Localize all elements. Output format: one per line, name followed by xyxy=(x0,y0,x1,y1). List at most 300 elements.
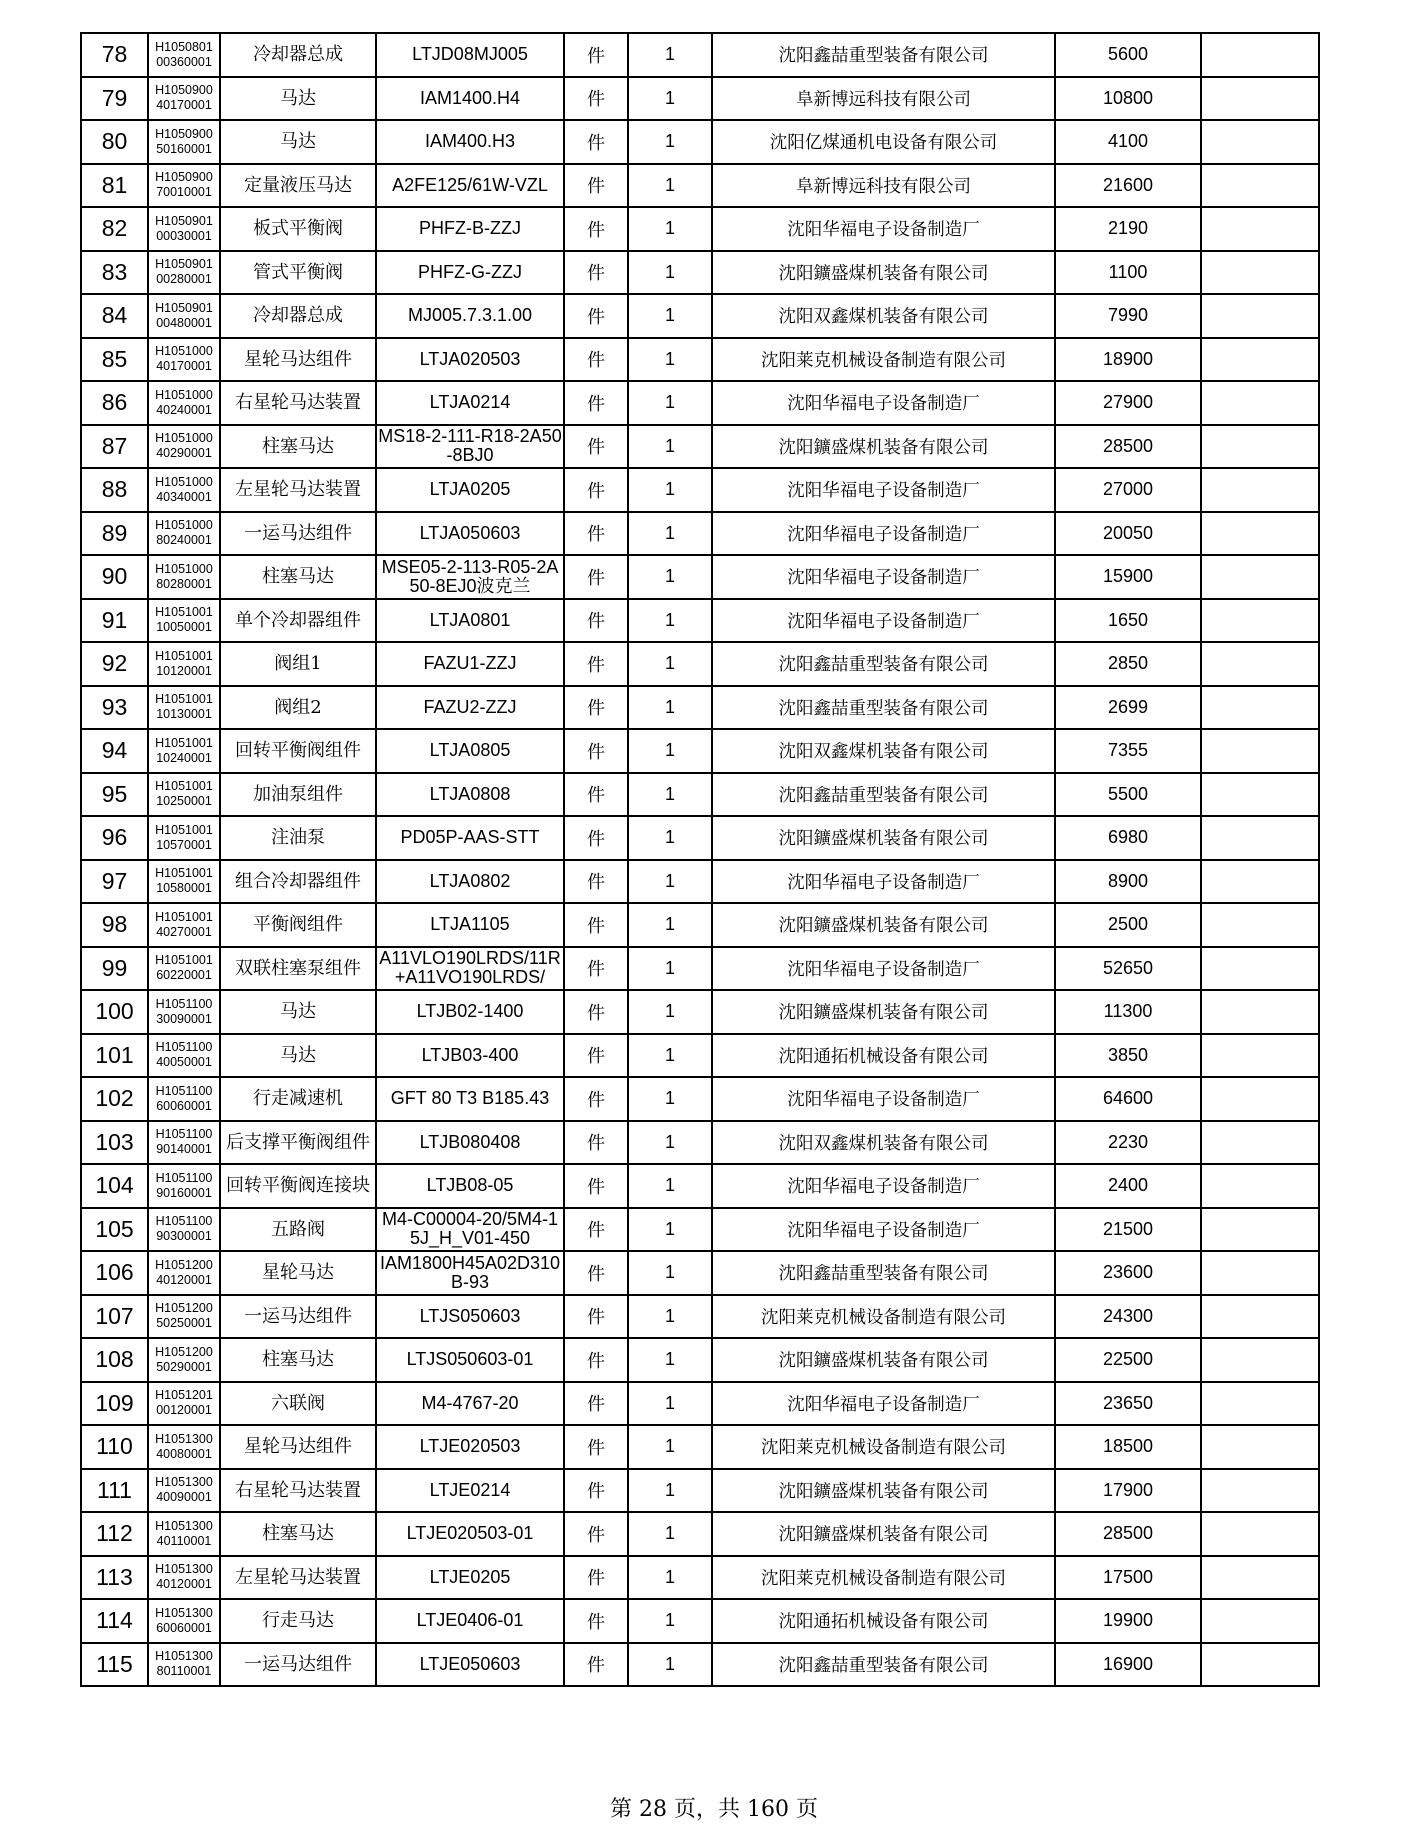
model-number: IAM1800H45A02D310B-93 xyxy=(376,1251,564,1295)
material-code-line1: H1051001 xyxy=(155,735,213,750)
material-code xyxy=(148,512,220,556)
price: 22500 xyxy=(1055,1338,1201,1382)
supplier: 沈阳鑛盛煤机装备有限公司 xyxy=(712,1469,1055,1513)
row-number: 90 xyxy=(81,555,148,599)
material-code-line1: H1050901 xyxy=(155,300,213,315)
material-code xyxy=(148,1599,220,1643)
part-name: 右星轮马达装置 xyxy=(220,381,376,425)
note xyxy=(1201,599,1319,643)
material-code xyxy=(148,425,220,469)
row-number: 84 xyxy=(81,294,148,338)
row-number: 94 xyxy=(81,729,148,773)
supplier: 沈阳华福电子设备制造厂 xyxy=(712,1382,1055,1426)
note xyxy=(1201,729,1319,773)
material-code-line2: 00280001 xyxy=(156,272,212,287)
material-code-line2: 40240001 xyxy=(156,402,212,417)
price: 5500 xyxy=(1055,773,1201,817)
material-code xyxy=(148,1469,220,1513)
part-name: 一运马达组件 xyxy=(220,1643,376,1687)
table-row xyxy=(81,1121,1319,1165)
unit: 件 xyxy=(564,1512,628,1556)
supplier: 沈阳双鑫煤机装备有限公司 xyxy=(712,729,1055,773)
supplier: 阜新博远科技有限公司 xyxy=(712,77,1055,121)
price: 8900 xyxy=(1055,860,1201,904)
quantity: 1 xyxy=(628,1382,712,1426)
table-row xyxy=(81,33,1319,77)
price: 7990 xyxy=(1055,294,1201,338)
price: 6980 xyxy=(1055,816,1201,860)
quantity: 1 xyxy=(628,599,712,643)
supplier: 沈阳华福电子设备制造厂 xyxy=(712,207,1055,251)
material-code-line2: 10130001 xyxy=(156,707,212,722)
unit: 件 xyxy=(564,816,628,860)
table-row xyxy=(81,816,1319,860)
material-code-line2: 00360001 xyxy=(156,54,212,69)
quantity: 1 xyxy=(628,338,712,382)
quantity: 1 xyxy=(628,381,712,425)
material-code-line1: H1051200 xyxy=(155,1301,213,1316)
price: 2230 xyxy=(1055,1121,1201,1165)
row-number: 89 xyxy=(81,512,148,556)
table-row xyxy=(81,1208,1319,1252)
note xyxy=(1201,207,1319,251)
quantity: 1 xyxy=(628,468,712,512)
quantity: 1 xyxy=(628,990,712,1034)
material-code xyxy=(148,1295,220,1339)
row-number: 91 xyxy=(81,599,148,643)
unit: 件 xyxy=(564,599,628,643)
model-number: LTJA0801 xyxy=(376,599,564,643)
material-code-line1: H1051200 xyxy=(155,1344,213,1359)
price: 23600 xyxy=(1055,1251,1201,1295)
quantity: 1 xyxy=(628,1425,712,1469)
supplier: 沈阳华福电子设备制造厂 xyxy=(712,599,1055,643)
note xyxy=(1201,1295,1319,1339)
table-row xyxy=(81,1077,1319,1121)
table-row xyxy=(81,77,1319,121)
model-number: M4-4767-20 xyxy=(376,1382,564,1426)
table-row xyxy=(81,120,1319,164)
price: 19900 xyxy=(1055,1599,1201,1643)
material-code-line2: 00120001 xyxy=(156,1403,212,1418)
quantity: 1 xyxy=(628,860,712,904)
material-code xyxy=(148,294,220,338)
supplier: 沈阳鑫喆重型装备有限公司 xyxy=(712,642,1055,686)
model-number: LTJA0805 xyxy=(376,729,564,773)
supplier: 沈阳鑛盛煤机装备有限公司 xyxy=(712,816,1055,860)
material-code-line1: H1051100 xyxy=(155,1040,213,1055)
supplier: 沈阳鑛盛煤机装备有限公司 xyxy=(712,990,1055,1034)
material-code xyxy=(148,686,220,730)
material-code xyxy=(148,555,220,599)
model-number: PHFZ-G-ZZJ xyxy=(376,251,564,295)
material-code xyxy=(148,33,220,77)
part-name: 冷却器总成 xyxy=(220,294,376,338)
supplier: 沈阳华福电子设备制造厂 xyxy=(712,468,1055,512)
material-code xyxy=(148,1512,220,1556)
material-code xyxy=(148,599,220,643)
table-row xyxy=(81,294,1319,338)
note xyxy=(1201,860,1319,904)
model-number: LTJS050603-01 xyxy=(376,1338,564,1382)
price: 28500 xyxy=(1055,425,1201,469)
model-number: FAZU1-ZZJ xyxy=(376,642,564,686)
material-code-line1: H1051100 xyxy=(155,1127,213,1142)
model-number: LTJB08-05 xyxy=(376,1164,564,1208)
part-name: 行走马达 xyxy=(220,1599,376,1643)
model-number: LTJE0214 xyxy=(376,1469,564,1513)
material-code-line1: H1051001 xyxy=(155,866,213,881)
model-number: MJ005.7.3.1.00 xyxy=(376,294,564,338)
unit: 件 xyxy=(564,120,628,164)
supplier: 沈阳华福电子设备制造厂 xyxy=(712,1164,1055,1208)
price: 2850 xyxy=(1055,642,1201,686)
supplier: 沈阳鑫喆重型装备有限公司 xyxy=(712,773,1055,817)
material-code-line2: 40170001 xyxy=(156,98,212,113)
row-number: 102 xyxy=(81,1077,148,1121)
table-row xyxy=(81,1295,1319,1339)
material-code xyxy=(148,816,220,860)
price: 2400 xyxy=(1055,1164,1201,1208)
material-code-line1: H1051000 xyxy=(155,561,213,576)
unit: 件 xyxy=(564,1121,628,1165)
row-number: 79 xyxy=(81,77,148,121)
table-row xyxy=(81,1338,1319,1382)
price: 5600 xyxy=(1055,33,1201,77)
price: 27900 xyxy=(1055,381,1201,425)
note xyxy=(1201,1556,1319,1600)
part-name: 柱塞马达 xyxy=(220,1338,376,1382)
row-number: 83 xyxy=(81,251,148,295)
row-number: 114 xyxy=(81,1599,148,1643)
price: 17900 xyxy=(1055,1469,1201,1513)
material-code-line2: 40090001 xyxy=(156,1490,212,1505)
supplier: 沈阳鑛盛煤机装备有限公司 xyxy=(712,251,1055,295)
material-code-line2: 40170001 xyxy=(156,359,212,374)
part-name: 回转平衡阀连接块 xyxy=(220,1164,376,1208)
unit: 件 xyxy=(564,642,628,686)
supplier: 沈阳鑛盛煤机装备有限公司 xyxy=(712,425,1055,469)
quantity: 1 xyxy=(628,1469,712,1513)
material-code xyxy=(148,120,220,164)
quantity: 1 xyxy=(628,1077,712,1121)
material-code-line1: H1051000 xyxy=(155,387,213,402)
price: 2500 xyxy=(1055,903,1201,947)
note xyxy=(1201,338,1319,382)
page-footer: 第 28 页，共 160 页 xyxy=(610,1797,818,1822)
supplier: 沈阳双鑫煤机装备有限公司 xyxy=(712,294,1055,338)
part-name: 一运马达组件 xyxy=(220,1295,376,1339)
supplier: 沈阳华福电子设备制造厂 xyxy=(712,860,1055,904)
material-code-line1: H1051300 xyxy=(155,1518,213,1533)
note xyxy=(1201,33,1319,77)
part-name: 回转平衡阀组件 xyxy=(220,729,376,773)
table-row xyxy=(81,642,1319,686)
unit: 件 xyxy=(564,338,628,382)
model-number: LTJE050603 xyxy=(376,1643,564,1687)
material-code-line2: 60220001 xyxy=(156,968,212,983)
material-code-line1: H1051001 xyxy=(155,648,213,663)
material-code-line2: 90160001 xyxy=(156,1185,212,1200)
note xyxy=(1201,1077,1319,1121)
material-code-line2: 00480001 xyxy=(156,315,212,330)
table-row xyxy=(81,860,1319,904)
row-number: 113 xyxy=(81,1556,148,1600)
row-number: 87 xyxy=(81,425,148,469)
material-code xyxy=(148,1034,220,1078)
model-number: A11VLO190LRDS/11R+A11VO190LRDS/ xyxy=(376,947,564,991)
row-number: 110 xyxy=(81,1425,148,1469)
note xyxy=(1201,1599,1319,1643)
quantity: 1 xyxy=(628,642,712,686)
material-code-line2: 40050001 xyxy=(156,1055,212,1070)
table-row xyxy=(81,468,1319,512)
row-number: 104 xyxy=(81,1164,148,1208)
unit: 件 xyxy=(564,555,628,599)
note xyxy=(1201,555,1319,599)
model-number: MS18-2-111-R18-2A50-8BJ0 xyxy=(376,425,564,469)
material-code-line1: H1051300 xyxy=(155,1649,213,1664)
part-name: 管式平衡阀 xyxy=(220,251,376,295)
row-number: 103 xyxy=(81,1121,148,1165)
material-code-line2: 30090001 xyxy=(156,1011,212,1026)
material-code xyxy=(148,381,220,425)
unit: 件 xyxy=(564,1295,628,1339)
price: 64600 xyxy=(1055,1077,1201,1121)
part-name: 板式平衡阀 xyxy=(220,207,376,251)
unit: 件 xyxy=(564,1469,628,1513)
material-code xyxy=(148,468,220,512)
price: 10800 xyxy=(1055,77,1201,121)
price: 52650 xyxy=(1055,947,1201,991)
quantity: 1 xyxy=(628,1251,712,1295)
material-code-line2: 10240001 xyxy=(156,750,212,765)
unit: 件 xyxy=(564,903,628,947)
note xyxy=(1201,903,1319,947)
material-code-line1: H1050901 xyxy=(155,213,213,228)
material-code-line1: H1050900 xyxy=(155,83,213,98)
note xyxy=(1201,381,1319,425)
material-code-line1: H1051001 xyxy=(155,822,213,837)
material-code-line1: H1051000 xyxy=(155,474,213,489)
unit: 件 xyxy=(564,294,628,338)
material-code-line2: 40080001 xyxy=(156,1446,212,1461)
model-number: PHFZ-B-ZZJ xyxy=(376,207,564,251)
table-row xyxy=(81,947,1319,991)
price: 24300 xyxy=(1055,1295,1201,1339)
unit: 件 xyxy=(564,468,628,512)
material-code xyxy=(148,1338,220,1382)
material-code-line1: H1051100 xyxy=(155,1083,213,1098)
note xyxy=(1201,1164,1319,1208)
note xyxy=(1201,512,1319,556)
table-row xyxy=(81,1556,1319,1600)
part-name: 星轮马达组件 xyxy=(220,1425,376,1469)
price: 3850 xyxy=(1055,1034,1201,1078)
material-code-line1: H1050801 xyxy=(155,39,213,54)
material-code-line2: 10580001 xyxy=(156,881,212,896)
row-number: 106 xyxy=(81,1251,148,1295)
material-code xyxy=(148,729,220,773)
material-code xyxy=(148,1643,220,1687)
supplier: 沈阳莱克机械设备制造有限公司 xyxy=(712,338,1055,382)
row-number: 81 xyxy=(81,164,148,208)
material-code-line2: 60060001 xyxy=(156,1098,212,1113)
material-code-line1: H1051001 xyxy=(155,779,213,794)
model-number: LTJE020503 xyxy=(376,1425,564,1469)
unit: 件 xyxy=(564,1599,628,1643)
supplier: 沈阳华福电子设备制造厂 xyxy=(712,512,1055,556)
supplier: 沈阳莱克机械设备制造有限公司 xyxy=(712,1425,1055,1469)
price: 11300 xyxy=(1055,990,1201,1034)
table-row xyxy=(81,599,1319,643)
table-row xyxy=(81,686,1319,730)
table-row xyxy=(81,512,1319,556)
price: 2190 xyxy=(1055,207,1201,251)
unit: 件 xyxy=(564,860,628,904)
model-number: LTJA0802 xyxy=(376,860,564,904)
material-code xyxy=(148,903,220,947)
material-code-line1: H1051201 xyxy=(155,1388,213,1403)
table-row xyxy=(81,990,1319,1034)
material-code xyxy=(148,1425,220,1469)
material-code-line2: 10570001 xyxy=(156,837,212,852)
row-number: 80 xyxy=(81,120,148,164)
table-row xyxy=(81,207,1319,251)
table-row xyxy=(81,1643,1319,1687)
part-name: 一运马达组件 xyxy=(220,512,376,556)
material-code-line2: 90140001 xyxy=(156,1142,212,1157)
table-row xyxy=(81,1469,1319,1513)
unit: 件 xyxy=(564,1338,628,1382)
table-row xyxy=(81,164,1319,208)
material-code-line1: H1051000 xyxy=(155,518,213,533)
model-number: LTJA050603 xyxy=(376,512,564,556)
quantity: 1 xyxy=(628,1295,712,1339)
unit: 件 xyxy=(564,77,628,121)
supplier: 沈阳华福电子设备制造厂 xyxy=(712,947,1055,991)
quantity: 1 xyxy=(628,686,712,730)
material-code-line2: 40270001 xyxy=(156,924,212,939)
unit: 件 xyxy=(564,425,628,469)
parts-table xyxy=(80,32,1320,1687)
note xyxy=(1201,773,1319,817)
unit: 件 xyxy=(564,1643,628,1687)
price: 4100 xyxy=(1055,120,1201,164)
price: 21600 xyxy=(1055,164,1201,208)
row-number: 112 xyxy=(81,1512,148,1556)
row-number: 97 xyxy=(81,860,148,904)
material-code-line1: H1051300 xyxy=(155,1431,213,1446)
unit: 件 xyxy=(564,512,628,556)
material-code-line1: H1051001 xyxy=(155,605,213,620)
table-row xyxy=(81,1425,1319,1469)
table-row xyxy=(81,1164,1319,1208)
quantity: 1 xyxy=(628,1556,712,1600)
note xyxy=(1201,468,1319,512)
quantity: 1 xyxy=(628,207,712,251)
note xyxy=(1201,77,1319,121)
unit: 件 xyxy=(564,1164,628,1208)
material-code xyxy=(148,338,220,382)
price: 23650 xyxy=(1055,1382,1201,1426)
material-code-line2: 90300001 xyxy=(156,1229,212,1244)
material-code-line1: H1050900 xyxy=(155,126,213,141)
model-number: LTJB080408 xyxy=(376,1121,564,1165)
material-code-line2: 50290001 xyxy=(156,1359,212,1374)
quantity: 1 xyxy=(628,903,712,947)
quantity: 1 xyxy=(628,1643,712,1687)
model-number: LTJA1105 xyxy=(376,903,564,947)
note xyxy=(1201,1121,1319,1165)
material-code-line1: H1051001 xyxy=(155,909,213,924)
model-number: LTJA020503 xyxy=(376,338,564,382)
row-number: 98 xyxy=(81,903,148,947)
material-code-line1: H1051300 xyxy=(155,1562,213,1577)
material-code-line1: H1051200 xyxy=(155,1257,213,1272)
price: 1100 xyxy=(1055,251,1201,295)
part-name: 左星轮马达装置 xyxy=(220,468,376,512)
note xyxy=(1201,1034,1319,1078)
part-name: 马达 xyxy=(220,990,376,1034)
model-number: A2FE125/61W-VZL xyxy=(376,164,564,208)
note xyxy=(1201,1251,1319,1295)
model-number: IAM1400.H4 xyxy=(376,77,564,121)
material-code xyxy=(148,642,220,686)
unit: 件 xyxy=(564,251,628,295)
material-code-line1: H1051100 xyxy=(155,996,213,1011)
quantity: 1 xyxy=(628,164,712,208)
material-code-line1: H1050900 xyxy=(155,170,213,185)
model-number: LTJA0808 xyxy=(376,773,564,817)
supplier: 沈阳亿煤通机电设备有限公司 xyxy=(712,120,1055,164)
material-code-line2: 00030001 xyxy=(156,228,212,243)
supplier: 沈阳华福电子设备制造厂 xyxy=(712,555,1055,599)
note xyxy=(1201,251,1319,295)
unit: 件 xyxy=(564,1425,628,1469)
part-name: 平衡阀组件 xyxy=(220,903,376,947)
unit: 件 xyxy=(564,990,628,1034)
quantity: 1 xyxy=(628,1208,712,1252)
unit: 件 xyxy=(564,207,628,251)
unit: 件 xyxy=(564,1034,628,1078)
part-name: 马达 xyxy=(220,1034,376,1078)
material-code xyxy=(148,77,220,121)
note xyxy=(1201,1512,1319,1556)
note xyxy=(1201,1425,1319,1469)
model-number: FAZU2-ZZJ xyxy=(376,686,564,730)
model-number: LTJE0205 xyxy=(376,1556,564,1600)
material-code-line2: 10250001 xyxy=(156,794,212,809)
supplier: 沈阳鑫喆重型装备有限公司 xyxy=(712,686,1055,730)
unit: 件 xyxy=(564,686,628,730)
model-number: M4-C00004-20/5M4-15J_H_V01-450 xyxy=(376,1208,564,1252)
part-name: 星轮马达 xyxy=(220,1251,376,1295)
model-number: LTJE020503-01 xyxy=(376,1512,564,1556)
unit: 件 xyxy=(564,1208,628,1252)
row-number: 108 xyxy=(81,1338,148,1382)
quantity: 1 xyxy=(628,773,712,817)
quantity: 1 xyxy=(628,1121,712,1165)
model-number: LTJE0406-01 xyxy=(376,1599,564,1643)
part-name: 柱塞马达 xyxy=(220,555,376,599)
row-number: 111 xyxy=(81,1469,148,1513)
material-code xyxy=(148,1077,220,1121)
material-code-line2: 40110001 xyxy=(156,1533,212,1548)
part-name: 阀组1 xyxy=(220,642,376,686)
material-code-line2: 40340001 xyxy=(156,489,212,504)
material-code-line1: H1051300 xyxy=(155,1475,213,1490)
